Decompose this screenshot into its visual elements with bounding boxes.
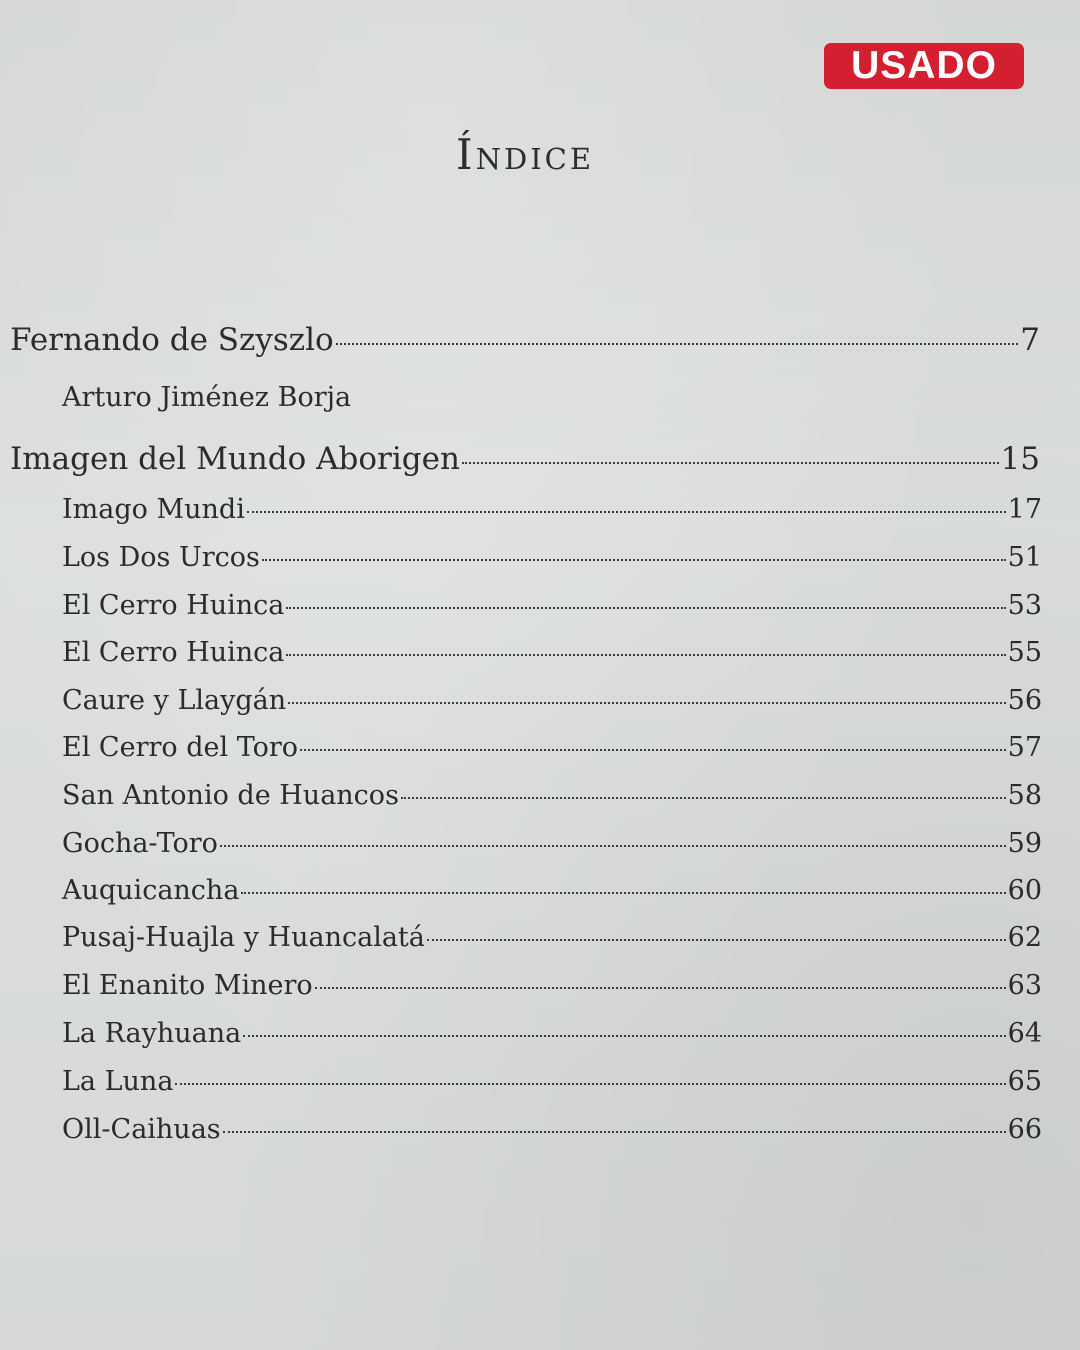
- toc-entry-page: 64: [1007, 1018, 1042, 1049]
- dot-leader: [243, 1035, 1005, 1037]
- toc-entry-author: Arturo Jiménez Borja: [62, 382, 352, 413]
- toc-entry-page: 66: [1007, 1114, 1042, 1145]
- dot-leader: [223, 1131, 1006, 1133]
- toc-entry: [62, 637, 1042, 668]
- dot-leader: [315, 987, 1006, 989]
- toc-entry: [62, 732, 1042, 763]
- toc-entry: [62, 590, 1042, 621]
- dot-leader: [247, 511, 1006, 513]
- dot-leader: [336, 343, 1019, 345]
- used-badge: USADO: [824, 43, 1024, 89]
- toc-entry-title: El Cerro Huinca: [62, 590, 285, 621]
- toc-entry-page: 63: [1007, 970, 1042, 1001]
- dot-leader: [427, 939, 1006, 941]
- toc-entry: [62, 1018, 1042, 1049]
- dot-leader: [300, 749, 1006, 751]
- toc-entry-title: Imago Mundi: [62, 494, 245, 525]
- toc-entry: [10, 322, 1040, 358]
- toc-entry: [62, 922, 1042, 953]
- dot-leader: [288, 702, 1006, 704]
- toc-entry-page: 7: [1020, 322, 1040, 358]
- toc-entry-title: Auquicancha: [62, 875, 240, 906]
- dot-leader: [286, 654, 1005, 656]
- toc-entry-page: 65: [1007, 1066, 1042, 1097]
- toc-entry-title: La Rayhuana: [62, 1018, 242, 1049]
- toc-entry-title: Fernando de Szyszlo: [10, 322, 334, 358]
- toc-entry-title: Los Dos Urcos: [62, 542, 260, 573]
- toc-entry-title: Gocha-Toro: [62, 828, 218, 859]
- toc-entry-title: El Cerro del Toro: [62, 732, 299, 763]
- toc-entry: [62, 875, 1042, 906]
- dot-leader: [286, 607, 1005, 609]
- dot-leader: [401, 797, 1006, 799]
- dot-leader: [262, 559, 1006, 561]
- dot-leader: [175, 1083, 1005, 1085]
- toc-entry-title: Imagen del Mundo Aborigen: [10, 441, 460, 477]
- toc-entry: [62, 685, 1042, 716]
- toc-entry-title: Caure y Llaygán: [62, 685, 287, 716]
- toc-entry: [62, 828, 1042, 859]
- toc-entry: [10, 441, 1040, 477]
- toc-entry-page: 60: [1007, 875, 1042, 906]
- toc-entry: [62, 542, 1042, 573]
- toc-entry-title: El Cerro Huinca: [62, 637, 285, 668]
- toc-entry: [62, 494, 1042, 525]
- toc-entry-title: Pusaj-Huajla y Huancalatá: [62, 922, 425, 953]
- toc-entry: [62, 780, 1042, 811]
- page-title: Índice: [455, 130, 595, 179]
- toc-entry-page: 15: [1000, 441, 1040, 477]
- toc-entry-title: Oll-Caihuas: [62, 1114, 221, 1145]
- dot-leader: [241, 892, 1005, 894]
- toc-entry-title: San Antonio de Huancos: [62, 780, 399, 811]
- toc-entry-page: 17: [1007, 494, 1042, 525]
- dot-leader: [220, 845, 1006, 847]
- toc-entry-page: 62: [1007, 922, 1042, 953]
- toc-entry-page: 59: [1007, 828, 1042, 859]
- toc-entry-page: 51: [1007, 542, 1042, 573]
- toc-entry-page: 56: [1007, 685, 1042, 716]
- toc-entry-page: 58: [1007, 780, 1042, 811]
- dot-leader: [462, 462, 999, 464]
- toc-entry: [62, 970, 1042, 1001]
- toc-entry-page: 57: [1007, 732, 1042, 763]
- toc-entry: [62, 1114, 1042, 1145]
- toc-entry-page: 55: [1007, 637, 1042, 668]
- toc-entry-page: 53: [1007, 590, 1042, 621]
- toc-entry-title: El Enanito Minero: [62, 970, 313, 1001]
- toc-entry-title: La Luna: [62, 1066, 174, 1097]
- toc-entry: [62, 1066, 1042, 1097]
